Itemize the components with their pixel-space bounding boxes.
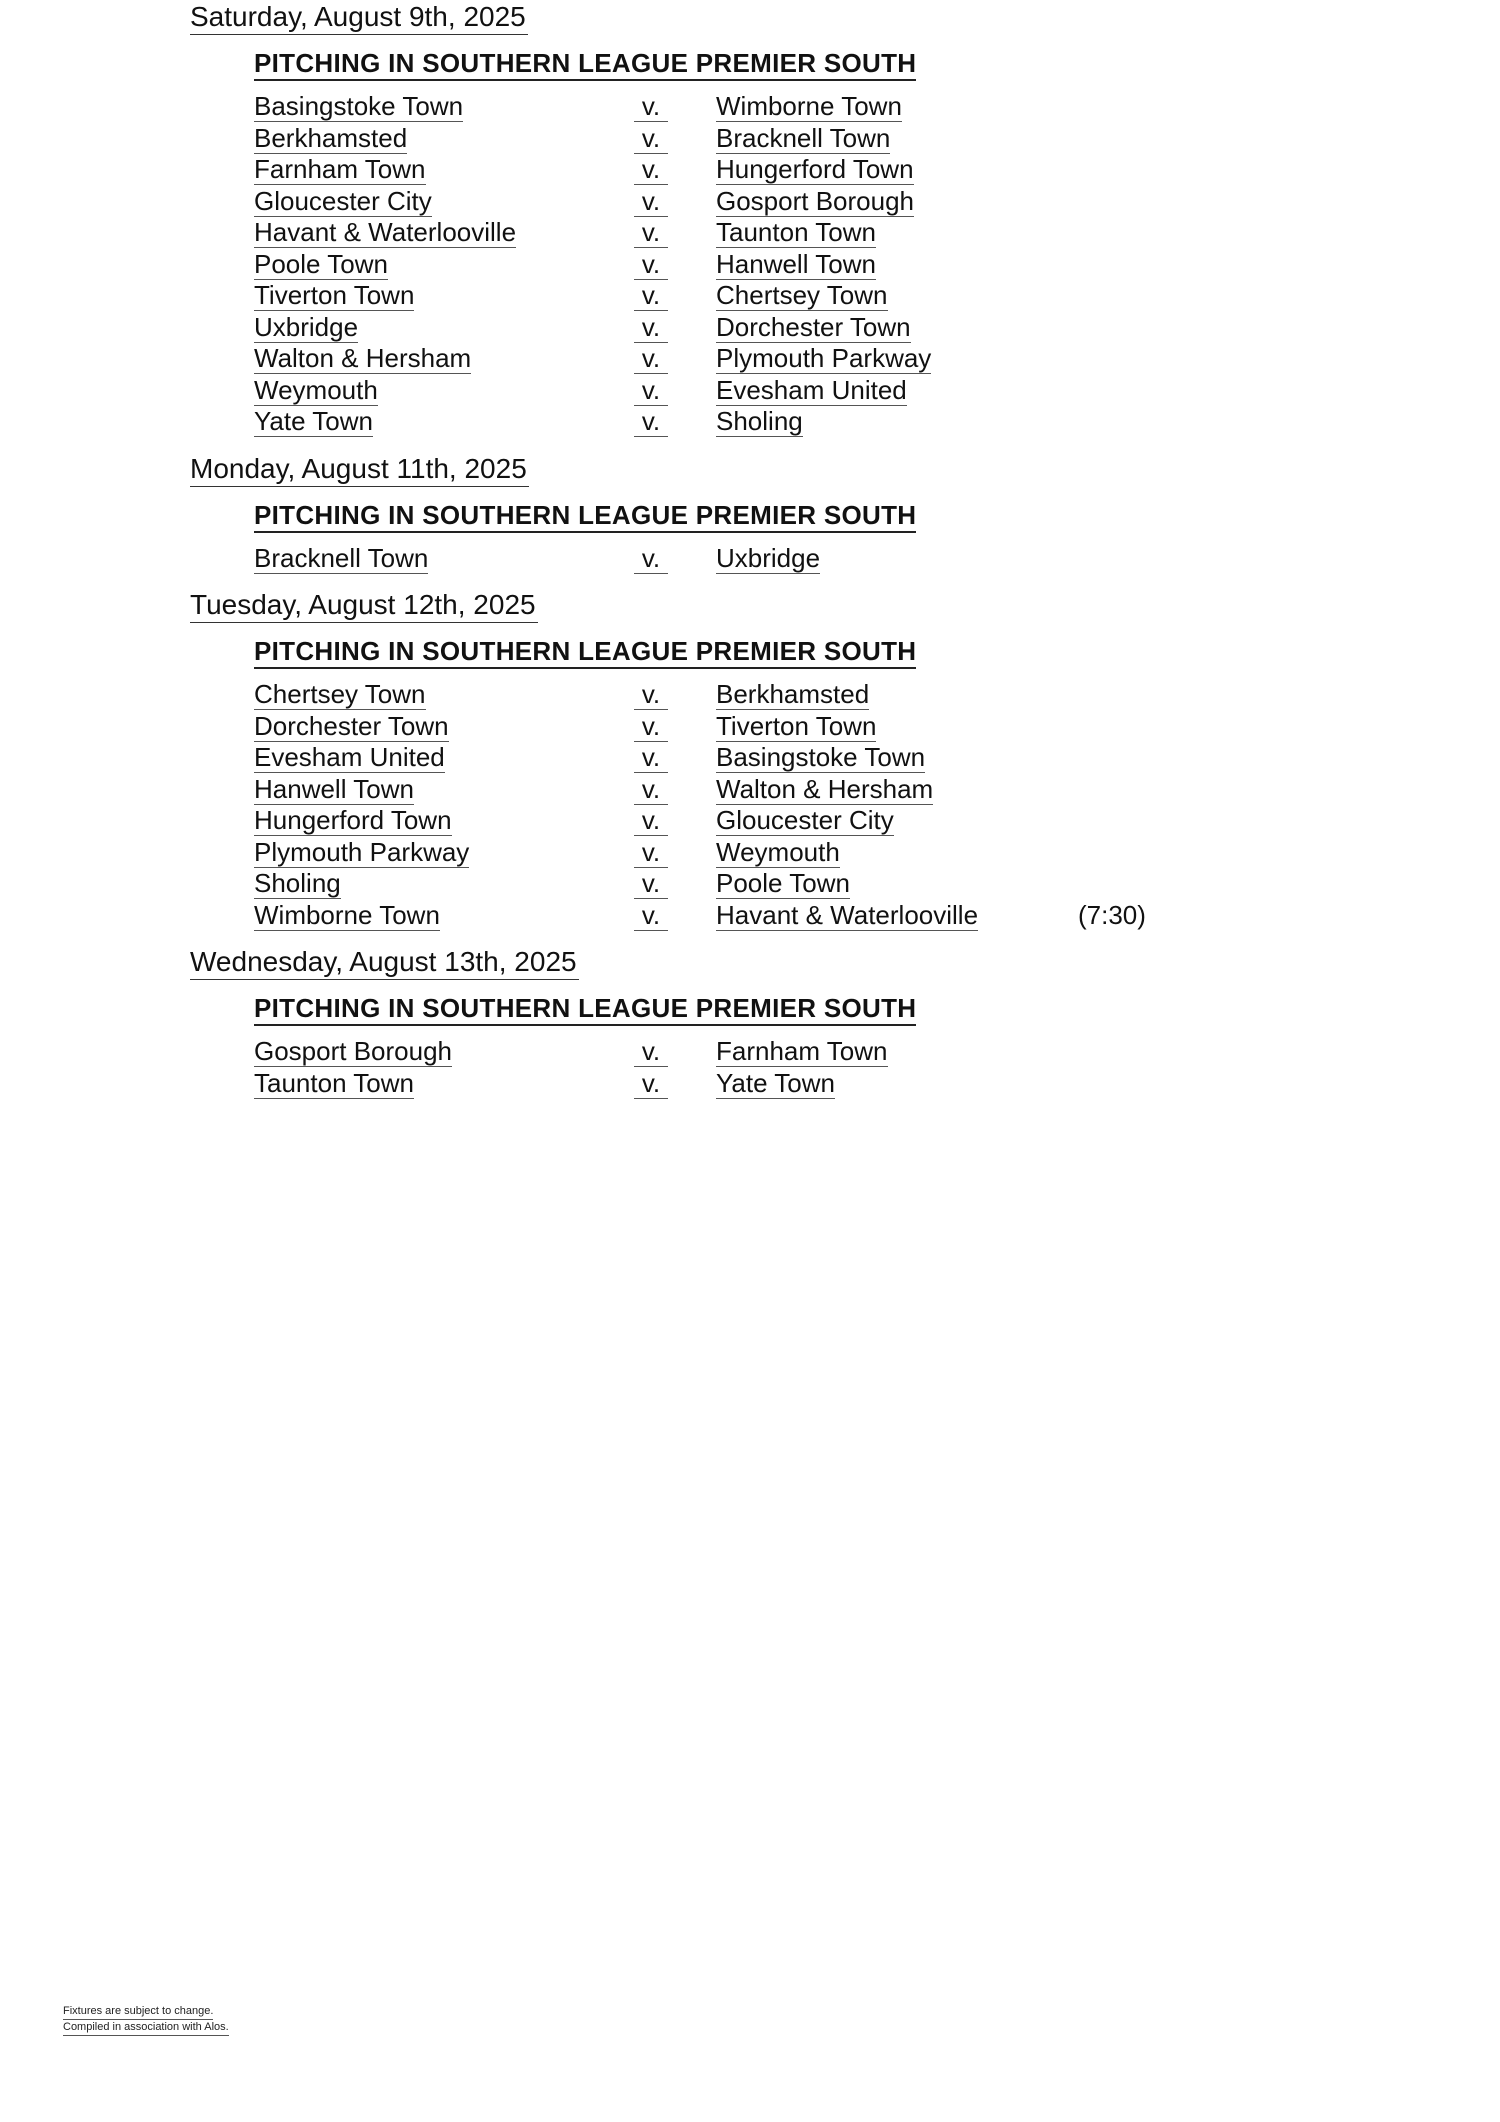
date-heading: Wednesday, August 13th, 2025	[190, 945, 579, 980]
home-team: Farnham Town	[254, 154, 426, 184]
day-section	[190, 580, 1290, 931]
home-team: Gloucester City	[254, 185, 432, 216]
home-team: Havant & Waterlooville	[254, 217, 517, 247]
footer	[63, 2004, 229, 2036]
home-team: Plymouth Parkway	[254, 836, 470, 867]
versus-label: v.	[634, 375, 668, 406]
home-team: Berkhamsted	[254, 122, 408, 153]
fixture-row	[254, 249, 1290, 281]
versus-label: v.	[634, 543, 668, 574]
away-team: Berkhamsted	[716, 679, 870, 709]
home-team: Walton & Hersham	[254, 343, 472, 373]
versus-label: v.	[634, 312, 668, 343]
fixture-table	[254, 91, 1290, 438]
home-team: Bracknell Town	[254, 542, 429, 573]
fixture-row	[254, 837, 1290, 869]
home-team: Poole Town	[254, 248, 388, 279]
footer-credit: Compiled in association with Alos.	[63, 2020, 229, 2036]
home-team: Hungerford Town	[254, 805, 452, 835]
fixture-row	[254, 406, 1290, 438]
versus-label: v.	[634, 249, 668, 280]
away-team: Plymouth Parkway	[716, 343, 932, 373]
footer-disclaimer: Fixtures are subject to change.	[63, 2004, 213, 2020]
fixture-row	[254, 154, 1290, 186]
league-heading: PITCHING IN SOUTHERN LEAGUE PREMIER SOUTH	[254, 635, 916, 669]
away-team: Taunton Town	[716, 217, 876, 247]
fixture-table	[254, 1036, 1290, 1099]
fixture-table	[254, 543, 1290, 575]
fixture-table	[254, 679, 1290, 931]
day-section	[190, 0, 1290, 438]
home-team: Sholing	[254, 868, 341, 898]
away-team: Walton & Hersham	[716, 773, 934, 804]
day-section	[190, 937, 1290, 1099]
league-heading: PITCHING IN SOUTHERN LEAGUE PREMIER SOUTH	[254, 47, 916, 81]
away-team: Yate Town	[716, 1067, 836, 1098]
away-team: Havant & Waterlooville	[716, 899, 979, 930]
league-heading: PITCHING IN SOUTHERN LEAGUE PREMIER SOUTH	[254, 992, 916, 1026]
home-team: Taunton Town	[254, 1067, 414, 1098]
home-team: Chertsey Town	[254, 679, 426, 709]
home-team: Weymouth	[254, 374, 378, 405]
away-team: Tiverton Town	[716, 710, 877, 741]
fixture-row	[254, 91, 1290, 123]
fixture-row	[254, 774, 1290, 806]
fixture-row	[254, 343, 1290, 375]
away-team: Hanwell Town	[716, 248, 876, 279]
away-team: Dorchester Town	[716, 311, 911, 342]
versus-label: v.	[634, 280, 668, 311]
home-team: Hanwell Town	[254, 773, 414, 804]
fixture-row	[254, 868, 1290, 900]
home-team: Tiverton Town	[254, 280, 415, 310]
home-team: Dorchester Town	[254, 710, 449, 741]
home-team: Wimborne Town	[254, 899, 440, 930]
fixture-row	[254, 1068, 1290, 1100]
away-team: Gloucester City	[716, 805, 894, 835]
versus-label: v.	[634, 123, 668, 154]
home-team: Uxbridge	[254, 311, 359, 342]
away-team: Chertsey Town	[716, 280, 888, 310]
away-team: Uxbridge	[716, 542, 821, 573]
home-team: Yate Town	[254, 406, 374, 436]
versus-label: v.	[634, 868, 668, 899]
home-team: Basingstoke Town	[254, 91, 464, 121]
versus-label: v.	[634, 343, 668, 374]
versus-label: v.	[634, 1036, 668, 1067]
fixture-row	[254, 900, 1290, 932]
away-team: Poole Town	[716, 868, 850, 898]
versus-label: v.	[634, 91, 668, 122]
away-team: Wimborne Town	[716, 91, 902, 121]
fixture-row	[254, 217, 1290, 249]
fixture-row	[254, 375, 1290, 407]
away-team: Bracknell Town	[716, 122, 891, 153]
date-heading: Tuesday, August 12th, 2025	[190, 588, 538, 623]
home-team: Gosport Borough	[254, 1036, 453, 1066]
away-team: Sholing	[716, 406, 803, 436]
day-section	[190, 444, 1290, 575]
versus-label: v.	[634, 1068, 668, 1099]
away-team: Farnham Town	[716, 1036, 888, 1066]
fixture-row	[254, 186, 1290, 218]
fixture-row	[254, 543, 1290, 575]
versus-label: v.	[634, 154, 668, 185]
away-team: Evesham United	[716, 374, 907, 405]
away-team: Hungerford Town	[716, 154, 914, 184]
fixture-row	[254, 280, 1290, 312]
away-team: Gosport Borough	[716, 185, 915, 216]
kickoff-time: (7:30)	[1078, 899, 1146, 930]
date-heading: Saturday, August 9th, 2025	[190, 0, 528, 35]
versus-label: v.	[634, 774, 668, 805]
fixture-row	[254, 312, 1290, 344]
home-team: Evesham United	[254, 742, 445, 772]
date-heading: Monday, August 11th, 2025	[190, 452, 529, 487]
fixture-row	[254, 679, 1290, 711]
fixture-row	[254, 805, 1290, 837]
fixture-row	[254, 742, 1290, 774]
versus-label: v.	[634, 406, 668, 437]
fixture-row	[254, 1036, 1290, 1068]
versus-label: v.	[634, 742, 668, 773]
away-team: Basingstoke Town	[716, 742, 926, 772]
fixture-row	[254, 711, 1290, 743]
fixture-list	[190, 0, 1290, 1105]
versus-label: v.	[634, 186, 668, 217]
versus-label: v.	[634, 711, 668, 742]
versus-label: v.	[634, 217, 668, 248]
versus-label: v.	[634, 900, 668, 931]
versus-label: v.	[634, 805, 668, 836]
versus-label: v.	[634, 679, 668, 710]
league-heading: PITCHING IN SOUTHERN LEAGUE PREMIER SOUTH	[254, 499, 916, 533]
away-team: Weymouth	[716, 836, 840, 867]
versus-label: v.	[634, 837, 668, 868]
fixture-row	[254, 123, 1290, 155]
